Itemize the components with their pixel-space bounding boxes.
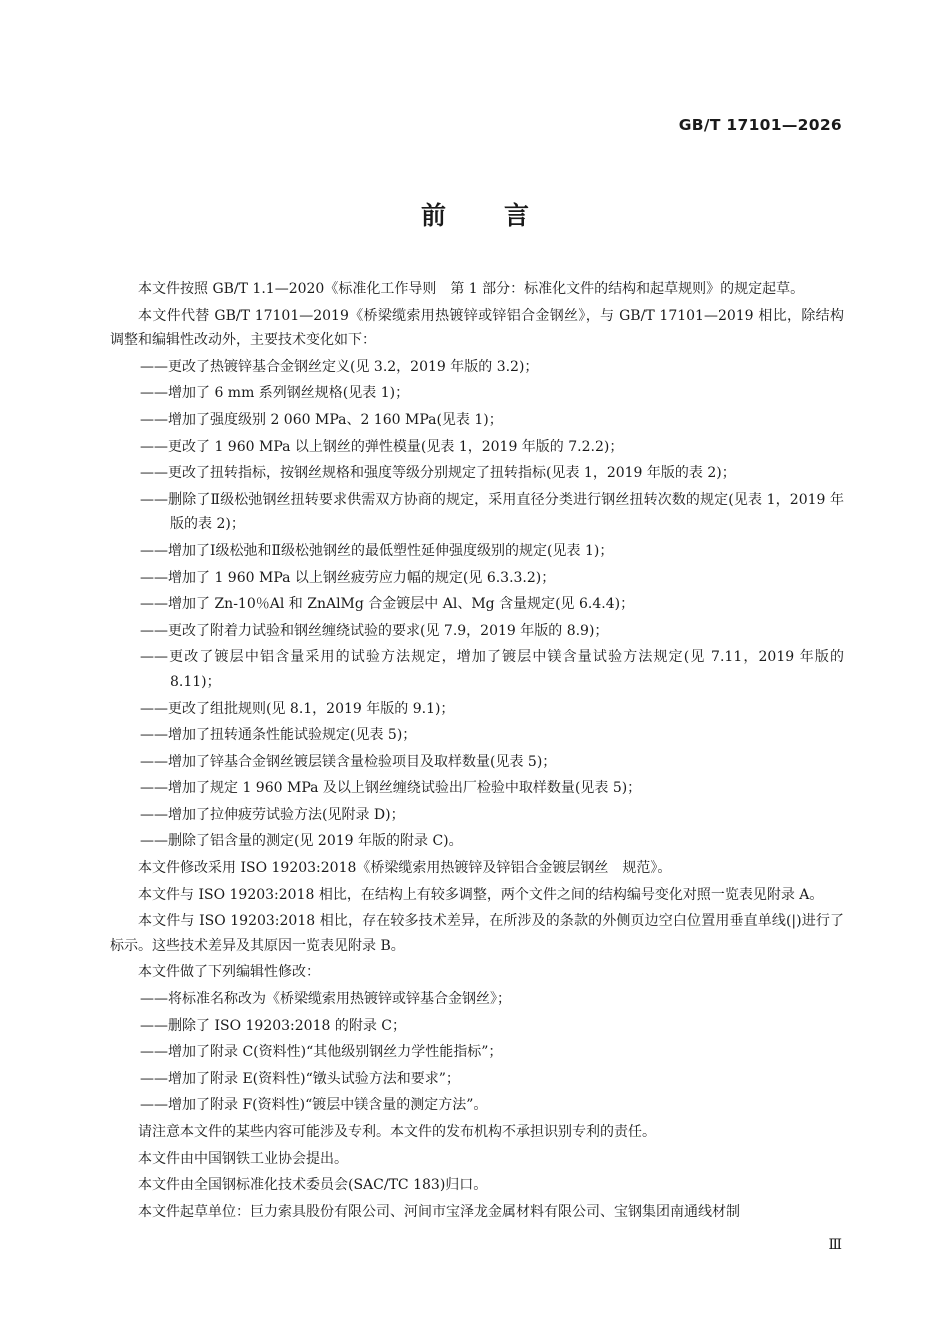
- change-list-item: ——增加了 1 960 MPa 以上钢丝疲劳应力幅的规定(见 6.3.3.2)；: [140, 569, 556, 586]
- standard-code: GB/T 17101—2026: [678, 116, 842, 134]
- change-list-item: ——增加了附录 C(资料性)“其他级别钢丝力学性能指标”；: [140, 1044, 503, 1061]
- page-title: 前言: [420, 201, 587, 230]
- change-list-item: ——将标准名称改为《桥梁缆索用热镀锌或锌基合金钢丝》；: [140, 991, 511, 1008]
- page-number: Ⅲ: [828, 1237, 842, 1253]
- change-list-item: ——增加了Ⅰ级松弛和Ⅱ级松弛钢丝的最低塑性延伸强度级别的规定(见表 1)；: [140, 542, 614, 559]
- change-list-item: ——更改了镀层中铝含量采用的试验方法规定，增加了镀层中镁含量试验方法规定(见 7.11，2019 年版的 8.11)；: [140, 649, 844, 690]
- body-paragraph: 本文件按照 GB/T 1.1—2020《标准化工作导则 第 1 部分：标准化文件的结构和起草规则》的规定起草。: [138, 281, 805, 297]
- body-paragraph: 本文件起草单位：巨力索具股份有限公司、河间市宝泽龙金属材料有限公司、宝钢集团南通线材制: [138, 1203, 740, 1220]
- change-list-item: ——更改了扭转指标，按钢丝规格和强度等级分别规定了扭转指标(见表 1，2019 年版的表 2)；: [140, 465, 736, 482]
- change-list-item: ——增加了 6 mm 系列钢丝规格(见表 1)；: [140, 385, 410, 402]
- change-list-item: ——增加了锌基合金钢丝镀层镁含量检验项目及取样数量(见表 5)；: [140, 753, 557, 770]
- body-paragraph: 本文件与 ISO 19203:2018 相比，存在较多技术差异，在所涉及的条款的外侧页边空白位置用垂直单线(|)进行了标示。这些技术差异及其原因一览表见附录 B。: [110, 913, 844, 954]
- body-paragraph: 本文件与 ISO 19203:2018 相比，在结构上有较多调整，两个文件之间的结构编号变化对照一览表见附录 A。: [138, 886, 824, 903]
- body-paragraph: 本文件代替 GB/T 17101—2019《桥梁缆索用热镀锌或锌铝合金钢丝》，与 GB/T 17101—2019 相比，除结构调整和编辑性改动外，主要技术变化如下：: [110, 307, 844, 349]
- change-list-item: ——更改了热镀锌基合金钢丝定义(见 3.2，2019 年版的 3.2)；: [140, 358, 539, 375]
- change-list-item: ——删除了 ISO 19203:2018 的附录 C；: [140, 1017, 406, 1034]
- change-list-item: ——更改了 1 960 MPa 以上钢丝的弹性模量(见表 1，2019 年版的 7.2.2)；: [140, 438, 624, 455]
- body-paragraph: 本文件修改采用 ISO 19203:2018《桥梁缆索用热镀锌及锌铝合金镀层钢丝 规范》。: [138, 860, 672, 877]
- change-list-item: ——增加了规定 1 960 MPa 及以上钢丝缠绕试验出厂检验中取样数量(见表 5)；: [140, 780, 642, 797]
- change-list-item: ——增加了附录 E(资料性)“镦头试验方法和要求”；: [140, 1070, 460, 1087]
- body-paragraph: 本文件做了下列编辑性修改：: [138, 964, 320, 981]
- change-list-item: ——删除了铝含量的测定(见 2019 年版的附录 C)。: [140, 833, 463, 850]
- body-paragraph: 请注意本文件的某些内容可能涉及专利。本文件的发布机构不承担识别专利的责任。: [138, 1124, 656, 1140]
- change-list-item: ——增加了 Zn-10％Al 和 ZnAlMg 合金镀层中 Al、Mg 含量规定(见 6.4.4)；: [140, 596, 635, 613]
- change-list-item: ——增加了扭转通条性能试验规定(见表 5)；: [140, 727, 417, 744]
- foreword-body: [110, 277, 844, 1226]
- change-list-item: ——更改了附着力试验和钢丝缠绕试验的要求(见 7.9，2019 年版的 8.9)；: [140, 622, 609, 639]
- change-list-item: ——增加了拉伸疲劳试验方法(见附录 D)；: [140, 806, 405, 823]
- change-list-item: ——增加了附录 F(资料性)“镀层中镁含量的测定方法”。: [140, 1097, 488, 1114]
- body-paragraph: 本文件由全国钢标准化技术委员会(SAC/TC 183)归口。: [138, 1177, 488, 1194]
- change-list-item: ——增加了强度级别 2 060 MPa、2 160 MPa(见表 1)；: [140, 411, 503, 428]
- change-list-item: ——更改了组批规则(见 8.1，2019 年版的 9.1)；: [140, 700, 455, 717]
- change-list-item: ——删除了Ⅱ级松弛钢丝扭转要求供需双方协商的规定，采用直径分类进行钢丝扭转次数的规定(见表 1，2019 年版的表 2)；: [140, 491, 844, 533]
- body-paragraph: 本文件由中国钢铁工业协会提出。: [138, 1150, 348, 1167]
